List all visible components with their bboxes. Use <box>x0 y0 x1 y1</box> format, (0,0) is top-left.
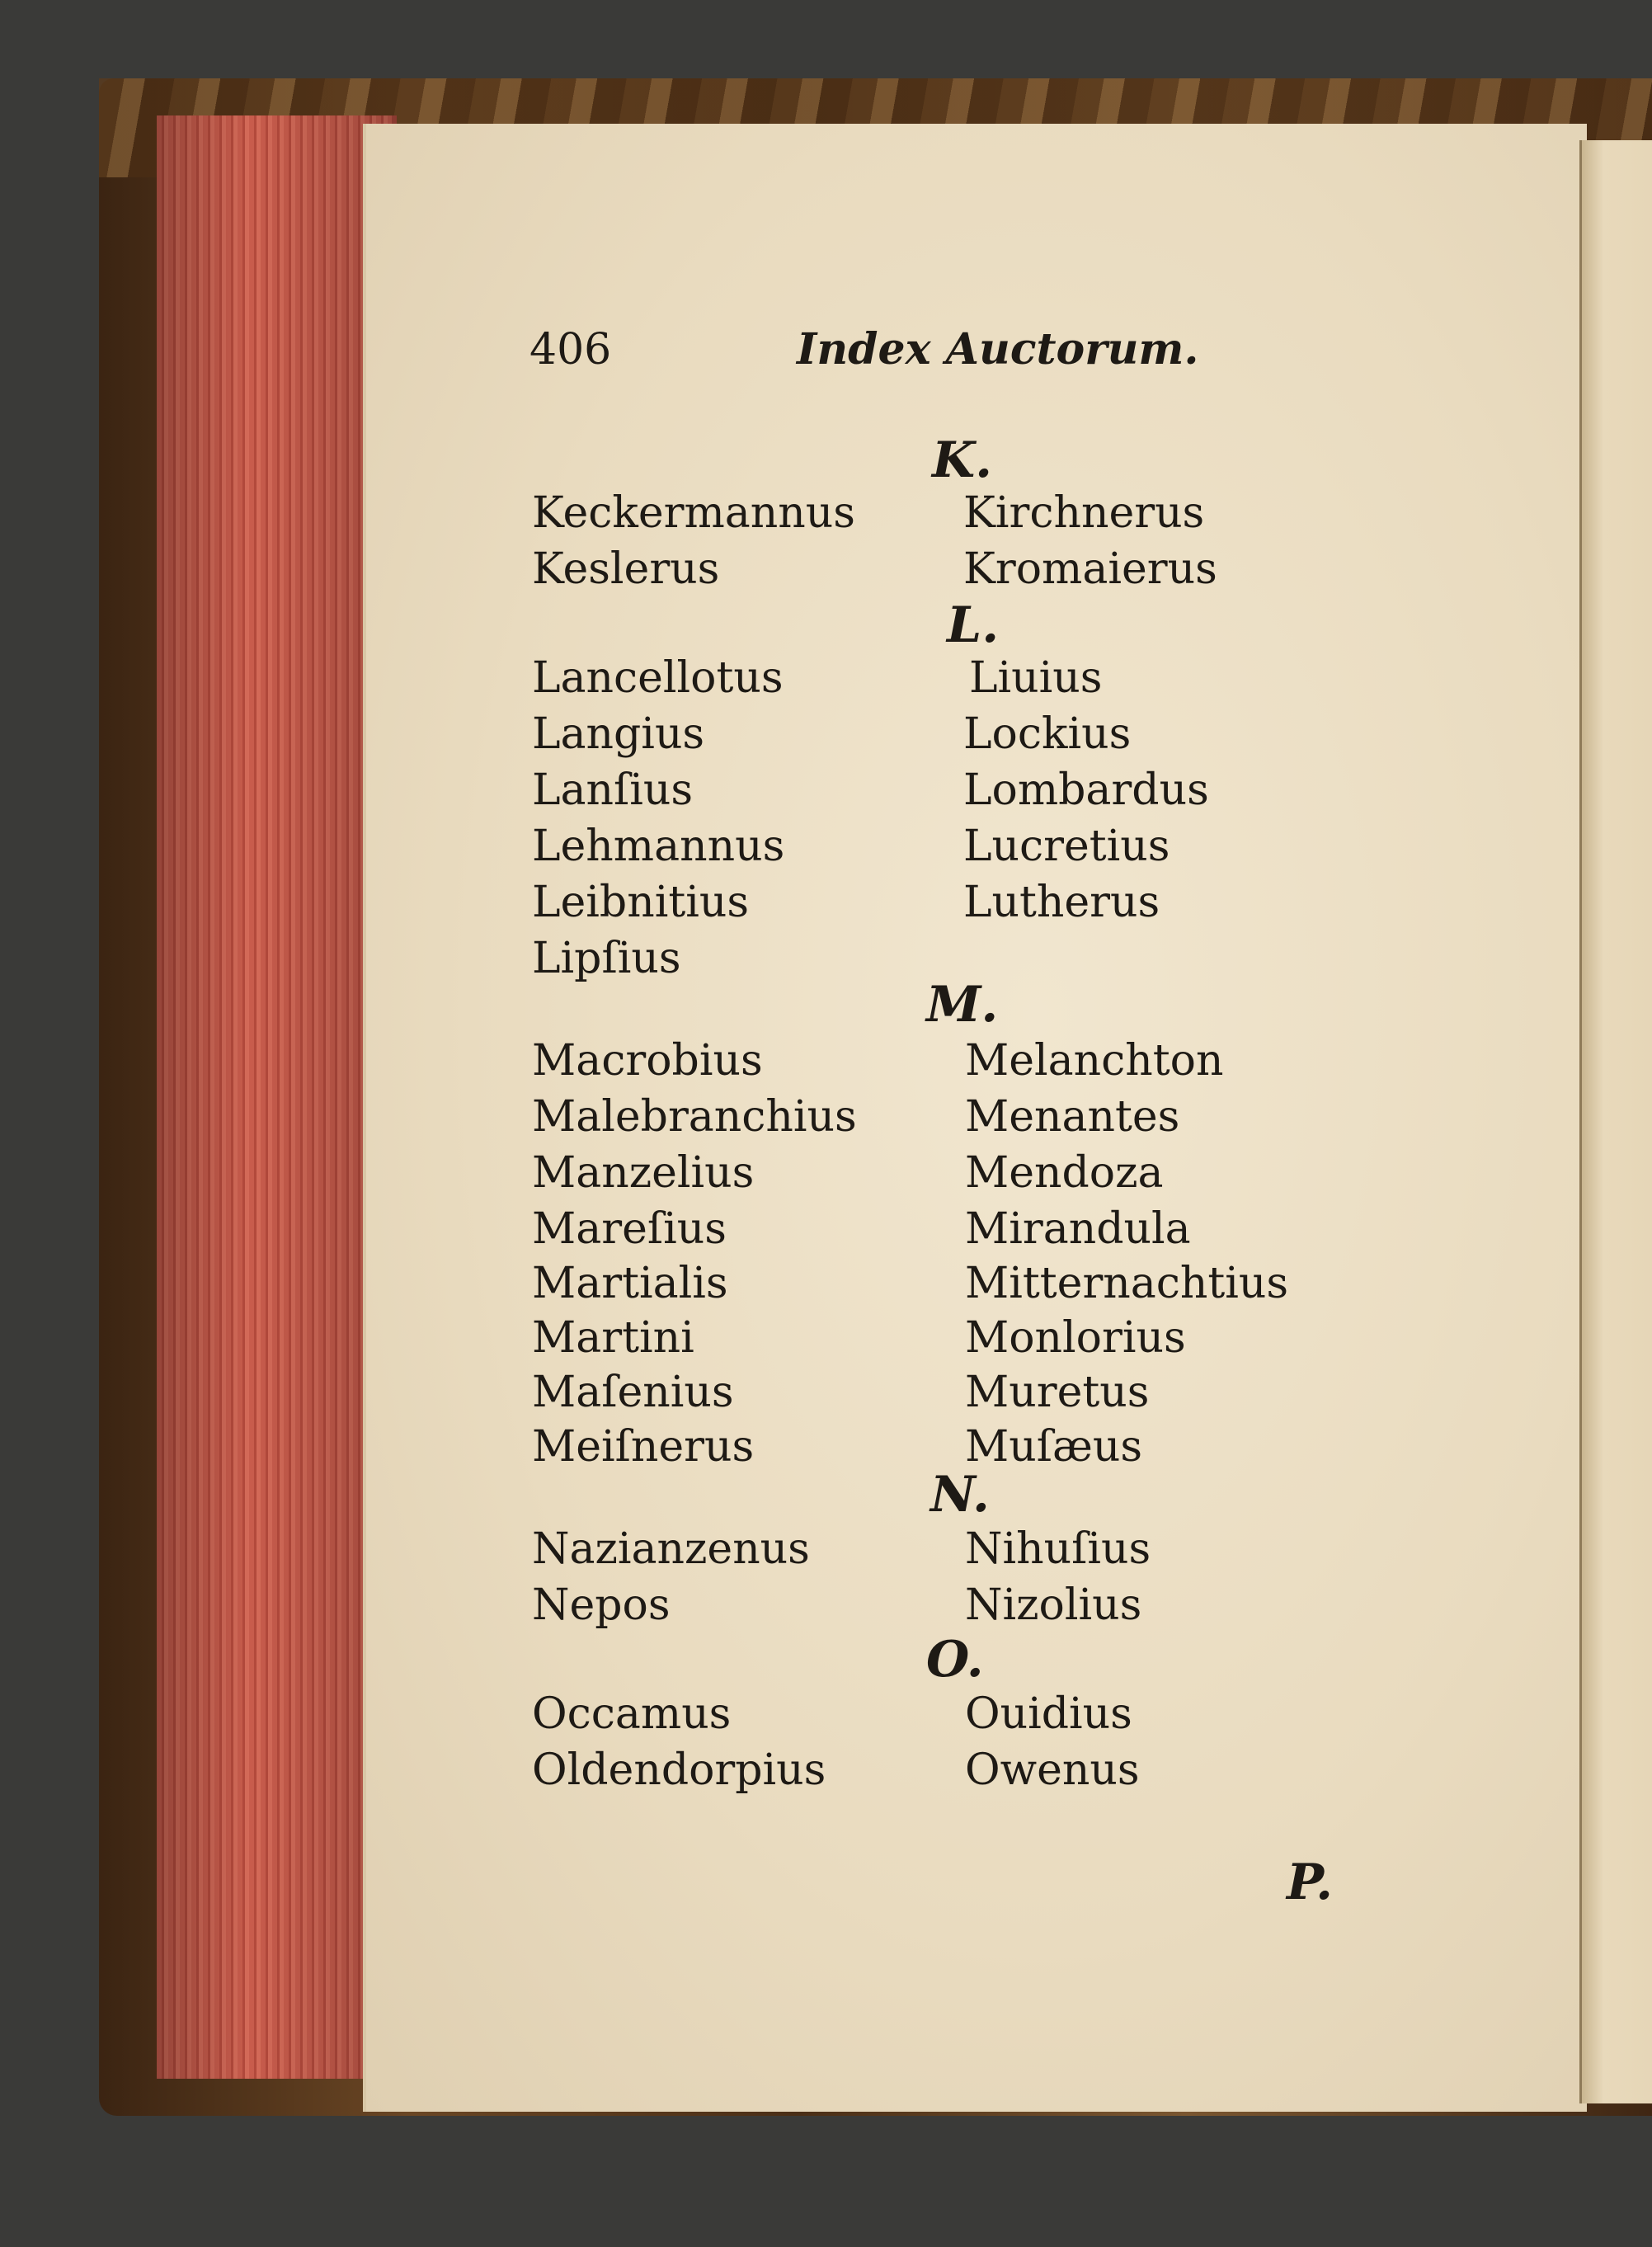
author-name: Keckermannus <box>532 488 855 538</box>
author-name: Ouidius <box>965 1689 1132 1739</box>
page-number: 406 <box>529 325 612 374</box>
author-name: Kirchnerus <box>963 488 1205 538</box>
author-name: Muretus <box>965 1368 1150 1417</box>
author-name: Muſæus <box>965 1422 1143 1472</box>
author-name: Menantes <box>965 1092 1180 1142</box>
author-name: Kromaierus <box>963 544 1217 594</box>
author-name: Langius <box>532 709 705 759</box>
author-name: Lucretius <box>963 822 1170 871</box>
author-name: Malebranchius <box>532 1092 857 1142</box>
author-name: Mitternachtius <box>965 1259 1289 1308</box>
running-title: Index Auctorum. <box>797 324 1199 374</box>
author-name: Lanſius <box>532 765 694 815</box>
author-name: Nepos <box>532 1580 671 1630</box>
author-name: Macrobius <box>532 1036 763 1086</box>
author-name: Nazianzenus <box>532 1524 810 1574</box>
section-letter-o: O. <box>926 1631 984 1689</box>
author-name: Lutherus <box>963 878 1160 927</box>
author-name: Liuius <box>969 653 1103 703</box>
catchword: P. <box>1287 1854 1334 1911</box>
author-name: Manzelius <box>532 1148 755 1198</box>
author-name: Leibnitius <box>532 878 750 927</box>
author-name: Keslerus <box>532 544 720 594</box>
facing-page-edge <box>1579 140 1652 2103</box>
author-name: Mareſius <box>532 1204 727 1254</box>
author-name: Maſenius <box>532 1368 734 1417</box>
section-letter-n: N. <box>930 1466 990 1524</box>
author-name: Mendoza <box>965 1148 1164 1198</box>
author-name: Melanchton <box>965 1036 1224 1086</box>
page-edges-shading <box>157 115 392 2079</box>
section-letter-k: K. <box>932 431 993 489</box>
author-name: Lockius <box>963 709 1132 759</box>
author-name: Martialis <box>532 1259 728 1308</box>
author-name: Nizolius <box>965 1580 1142 1630</box>
author-name: Oldendorpius <box>532 1745 826 1795</box>
author-name: Lipſius <box>532 934 681 983</box>
author-name: Lombardus <box>963 765 1209 815</box>
author-name: Lancellotus <box>532 653 784 703</box>
author-name: Monlorius <box>965 1313 1186 1363</box>
author-name: Nihuſius <box>965 1524 1151 1574</box>
author-name: Owenus <box>965 1745 1140 1795</box>
section-letter-l: L. <box>947 596 1000 654</box>
author-name: Mirandula <box>965 1204 1191 1254</box>
author-name: Occamus <box>532 1689 732 1739</box>
author-name: Martini <box>532 1313 694 1363</box>
author-name: Lehmannus <box>532 822 785 871</box>
section-letter-m: M. <box>926 976 999 1034</box>
author-name: Meiſnerus <box>532 1422 755 1472</box>
